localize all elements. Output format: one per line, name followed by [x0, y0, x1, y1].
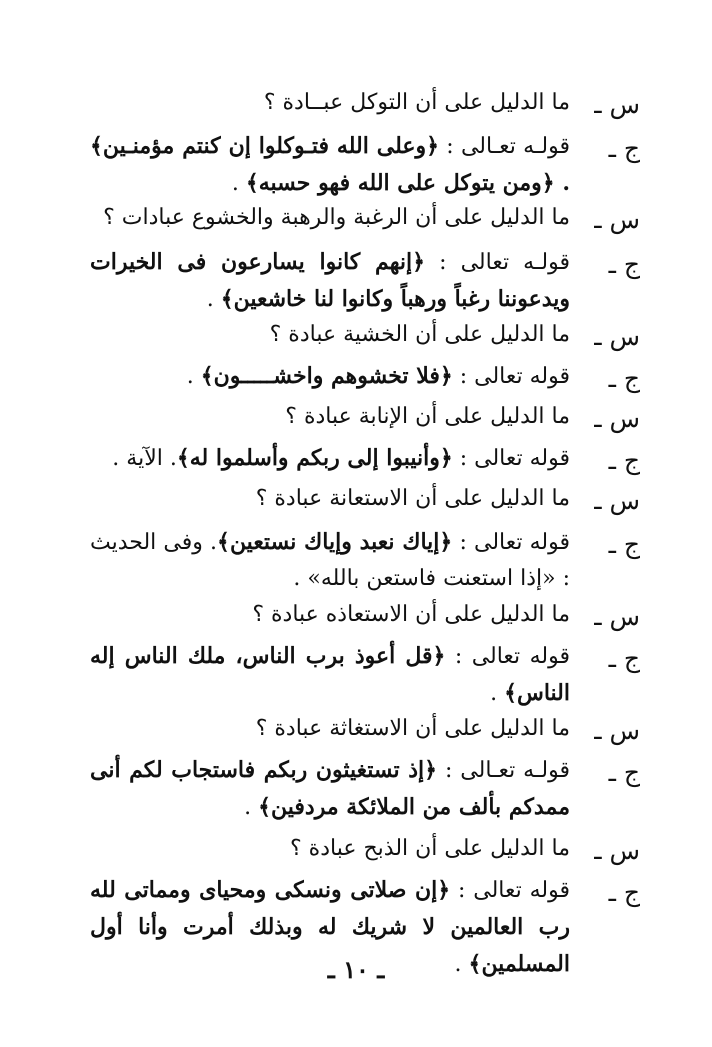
question-text: ما الدليل على أن الاستعاذه عبادة ؟ [252, 602, 570, 627]
question-text: ما الدليل على أن التوكل عبــادة ؟ [263, 90, 570, 115]
question-marker: س ـ [594, 716, 640, 745]
question-marker: س ـ [594, 404, 640, 433]
question-marker: س ـ [594, 836, 640, 865]
question-marker: س ـ [594, 602, 640, 631]
page-number: ـ ١٠ ـ [327, 955, 385, 984]
quran-verse: ﴿إنهم كانوا يسارعون فى الخيرات ويدعوننا رغباً ورهباً وكانوا لنا خاشعين﴾ [90, 249, 570, 312]
question-marker: س ـ [594, 205, 640, 234]
answer-intro: قوله تعالى : [452, 446, 570, 471]
question-marker: س ـ [594, 322, 640, 351]
answer-text [90, 440, 570, 477]
answer-marker: ج ـ [608, 446, 640, 475]
answer-extra: . [454, 952, 469, 977]
quran-verse: ﴿وعلى الله فتـوكلوا إن كنتم مؤمنـين﴾ . ﴿ومن يتوكل على الله فهو حسبه﴾ [90, 133, 570, 196]
question-text: ما الدليل على أن الذبح عبادة ؟ [290, 836, 570, 861]
answer-extra: . [206, 287, 221, 312]
answer-intro: قوله تعالى : [450, 878, 570, 903]
answer-text [90, 638, 570, 712]
question-text: ما الدليل على أن الاستغاثة عبادة ؟ [255, 716, 570, 741]
answer-text [90, 752, 570, 826]
quran-verse: ﴿وأنيبوا إلى ربكم وأسلموا له﴾ [176, 445, 453, 471]
answer-text [90, 524, 570, 597]
quran-verse: ﴿إياك نعبد وإياك نستعين﴾ [217, 529, 453, 555]
quran-verse: ﴿إذ تستغيثون ربكم فاستجاب لكم أنى ممدكم بألف من الملائكة مردفين﴾ [90, 757, 570, 820]
answer-text [90, 358, 570, 395]
quran-verse: ﴿قل أعوذ برب الناس، ملك الناس إله الناس﴾ [90, 643, 570, 706]
answer-extra: . وفى الحديث : «إذا استعنت فاستعن بالله» . [90, 530, 570, 591]
answer-intro: قولـه تعـالى : [437, 758, 570, 783]
answer-extra: . [490, 681, 505, 706]
answer-marker: ج ـ [608, 250, 640, 279]
question-marker: س ـ [594, 486, 640, 515]
question-text: ما الدليل على أن الاستعانة عبادة ؟ [255, 486, 570, 511]
answer-intro: قولـه تعـالى : [439, 134, 570, 159]
quran-verse: ﴿إن صلاتى ونسكى ومحياى ومماتى لله رب العالمين لا شريك له وبذلك أمرت وأنا أول المسلمين﴾ [90, 877, 570, 977]
question-text: ما الدليل على أن الخشية عبادة ؟ [269, 322, 570, 347]
answer-extra: . الآية . [112, 446, 177, 471]
answer-extra: . [186, 364, 201, 389]
answer-marker: ج ـ [608, 530, 640, 559]
answer-intro: قوله تعالى : [445, 644, 570, 669]
answer-intro: قوله تعالى : [452, 530, 570, 555]
question-text: ما الدليل على أن الإنابة عبادة ؟ [285, 404, 570, 429]
answer-extra: . [244, 795, 259, 820]
answer-marker: ج ـ [608, 134, 640, 163]
answer-marker: ج ـ [608, 364, 640, 393]
answer-marker: ج ـ [608, 878, 640, 907]
answer-intro: قوله تعالى : [452, 364, 570, 389]
answer-marker: ج ـ [608, 644, 640, 673]
answer-text [90, 244, 570, 318]
question-marker: س ـ [594, 90, 640, 119]
answer-extra: . [231, 171, 246, 196]
answer-marker: ج ـ [608, 758, 640, 787]
quran-verse: ﴿فلا تخشوهم واخشـــــون﴾ [200, 363, 453, 389]
question-text: ما الدليل على أن الرغبة والرهبة والخشوع عبادات ؟ [103, 205, 570, 230]
answer-intro: قولـه تعالى : [424, 250, 570, 275]
answer-text [90, 128, 570, 202]
